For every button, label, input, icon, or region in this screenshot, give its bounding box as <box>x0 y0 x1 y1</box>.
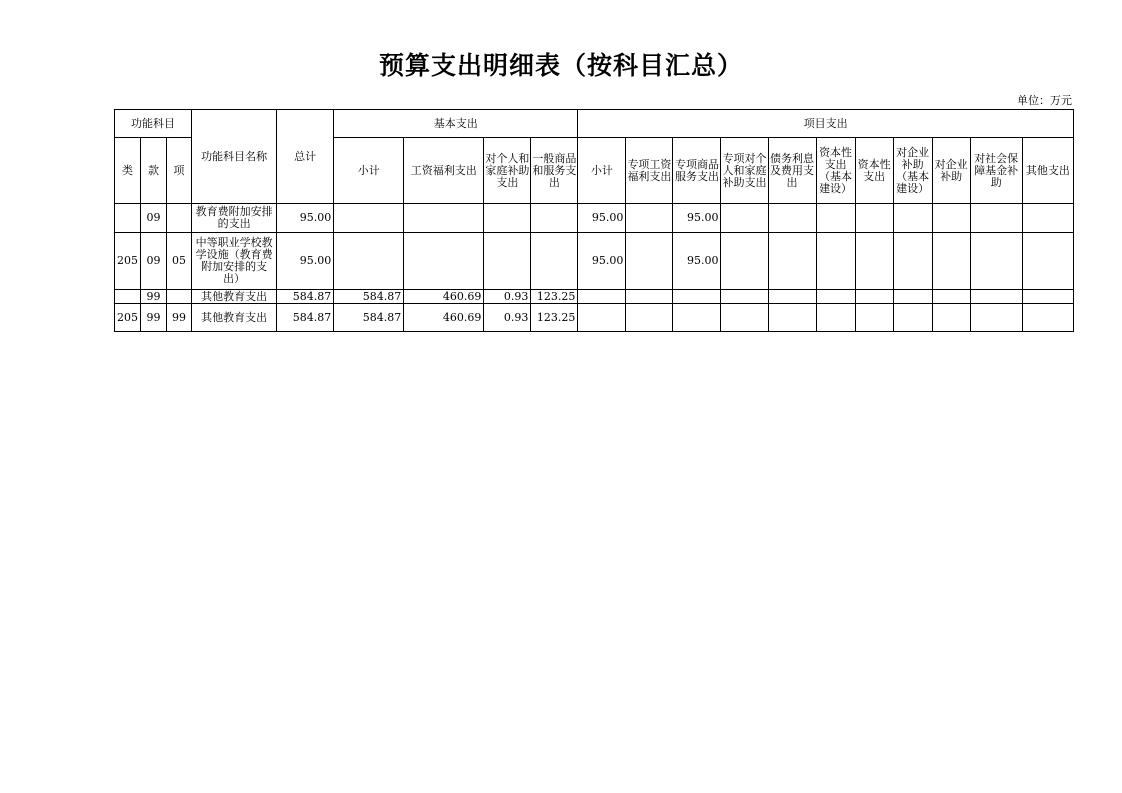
basic-subtotal-cell: 584.87 <box>334 290 404 304</box>
empty-cell <box>721 233 768 290</box>
func-subject-header: 功能科目 <box>115 110 192 138</box>
salary-cell: 460.69 <box>404 304 484 332</box>
personal-cell: 0.93 <box>484 304 531 332</box>
empty-cell <box>768 290 816 304</box>
empty-cell <box>855 204 893 233</box>
lei-cell: 205 <box>115 233 141 290</box>
enterprise-subsidy-header: 对企业补助 <box>932 138 970 204</box>
project-subtotal-cell: 95.00 <box>578 204 626 233</box>
empty-cell <box>970 290 1022 304</box>
basic-subtotal-cell <box>334 204 404 233</box>
salary-cell: 460.69 <box>404 290 484 304</box>
subject-name-cell: 教育费附加安排的支出 <box>192 204 277 233</box>
xiang-cell: 99 <box>167 304 192 332</box>
kuan-cell: 09 <box>141 233 167 290</box>
page-title: 预算支出明细表（按科目汇总） <box>378 51 743 80</box>
budget-table <box>114 109 1074 332</box>
empty-cell <box>970 204 1022 233</box>
empty-cell <box>768 204 816 233</box>
enterprise-subsidy-basic-header: 对企业补助（基本建设） <box>893 138 932 204</box>
empty-cell <box>768 233 816 290</box>
lei-cell: 205 <box>115 304 141 332</box>
empty-cell <box>721 304 768 332</box>
empty-cell <box>970 233 1022 290</box>
basic-expense-header: 基本支出 <box>334 110 578 138</box>
empty-cell <box>721 204 768 233</box>
xiang-cell <box>167 290 192 304</box>
empty-cell <box>893 233 932 290</box>
empty-cell <box>855 233 893 290</box>
total-cell: 95.00 <box>277 204 334 233</box>
debt-interest-header: 债务利息及费用支出 <box>768 138 816 204</box>
lei-header: 类 <box>115 138 141 204</box>
empty-cell <box>932 204 970 233</box>
xiang-cell: 05 <box>167 233 192 290</box>
special-salary-cell <box>626 204 673 233</box>
total-cell: 584.87 <box>277 304 334 332</box>
basic-subtotal-header: 小计 <box>334 138 404 204</box>
special-salary-cell <box>626 290 673 304</box>
other-expense-header: 其他支出 <box>1022 138 1073 204</box>
salary-welfare-header: 工资福利支出 <box>404 138 484 204</box>
empty-cell <box>816 233 855 290</box>
special-personal-family-header: 专项对个人和家庭补助支出 <box>721 138 768 204</box>
xiang-header: 项 <box>167 138 192 204</box>
special-salary-header: 专项工资福利支出 <box>626 138 673 204</box>
table-row <box>115 304 1074 332</box>
table-row <box>115 204 1074 233</box>
total-cell: 584.87 <box>277 290 334 304</box>
special-goods-cell: 95.00 <box>673 233 721 290</box>
subject-name-cell: 其他教育支出 <box>192 290 277 304</box>
goods-cell: 123.25 <box>531 304 578 332</box>
social-security-fund-header: 对社会保障基金补助 <box>970 138 1022 204</box>
empty-cell <box>970 304 1022 332</box>
salary-cell <box>404 204 484 233</box>
goods-cell <box>531 233 578 290</box>
subject-name-cell: 其他教育支出 <box>192 304 277 332</box>
empty-cell <box>855 304 893 332</box>
empty-cell <box>932 290 970 304</box>
salary-cell <box>404 233 484 290</box>
unit-label: 单位：万元 <box>1017 94 1072 107</box>
empty-cell <box>1022 304 1073 332</box>
project-subtotal-cell <box>578 290 626 304</box>
goods-cell <box>531 204 578 233</box>
table-row <box>115 233 1074 290</box>
subject-name-header: 功能科目名称 <box>192 110 277 204</box>
lei-cell <box>115 290 141 304</box>
capital-header: 资本性支出 <box>855 138 893 204</box>
special-goods-cell <box>673 304 721 332</box>
special-salary-cell <box>626 233 673 290</box>
project-subtotal-cell <box>578 304 626 332</box>
special-salary-cell <box>626 304 673 332</box>
total-cell: 95.00 <box>277 233 334 290</box>
empty-cell <box>893 204 932 233</box>
lei-cell <box>115 204 141 233</box>
special-goods-cell: 95.00 <box>673 204 721 233</box>
project-subtotal-header: 小计 <box>578 138 626 204</box>
table-row <box>115 290 1074 304</box>
special-goods-services-header: 专项商品服务支出 <box>673 138 721 204</box>
project-expense-header: 项目支出 <box>578 110 1074 138</box>
kuan-cell: 99 <box>141 304 167 332</box>
empty-cell <box>893 304 932 332</box>
personal-cell <box>484 204 531 233</box>
personal-cell: 0.93 <box>484 290 531 304</box>
basic-subtotal-cell <box>334 233 404 290</box>
empty-cell <box>1022 233 1073 290</box>
kuan-cell: 99 <box>141 290 167 304</box>
capital-basic-construction-header: 资本性支出（基本建设） <box>816 138 855 204</box>
goods-services-header: 一般商品和服务支出 <box>531 138 578 204</box>
goods-cell: 123.25 <box>531 290 578 304</box>
kuan-header: 款 <box>141 138 167 204</box>
personal-cell <box>484 233 531 290</box>
subject-name-cell: 中等职业学校教学设施（教育费附加安排的支出） <box>192 233 277 290</box>
empty-cell <box>932 233 970 290</box>
empty-cell <box>768 304 816 332</box>
special-goods-cell <box>673 290 721 304</box>
empty-cell <box>721 290 768 304</box>
project-subtotal-cell: 95.00 <box>578 233 626 290</box>
empty-cell <box>855 290 893 304</box>
empty-cell <box>1022 290 1073 304</box>
total-header: 总计 <box>277 110 334 204</box>
empty-cell <box>1022 204 1073 233</box>
personal-family-subsidy-header: 对个人和家庭补助支出 <box>484 138 531 204</box>
kuan-cell: 09 <box>141 204 167 233</box>
empty-cell <box>893 290 932 304</box>
empty-cell <box>816 304 855 332</box>
xiang-cell <box>167 204 192 233</box>
basic-subtotal-cell: 584.87 <box>334 304 404 332</box>
empty-cell <box>932 304 970 332</box>
empty-cell <box>816 290 855 304</box>
empty-cell <box>816 204 855 233</box>
